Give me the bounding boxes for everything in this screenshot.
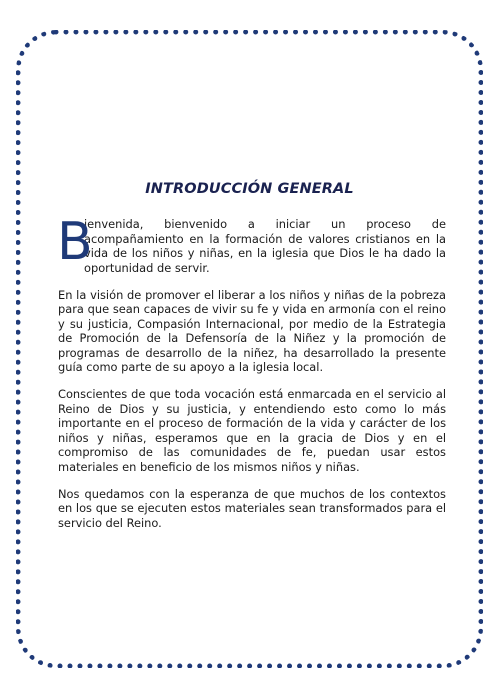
document-body	[57, 212, 446, 530]
paragraph-intro-text: ienvenida, bienvenido a iniciar un proceso de acompañamiento en la formación de valores cristianos en la vida de los niños y niñas, en la iglesia que Dios le ha dado la oportunidad de servir.	[84, 217, 446, 275]
page-title: INTRODUCCIÓN GENERAL	[145, 181, 354, 197]
paragraph-vocation: Conscientes de que toda vocación está enmarcada en el servicio al Reino de Dios y su justicia, y entendiendo esto como lo más importante en el proceso de formación de la vida y carácter de los niños y niñas, esperamos que en la gracia de Dios y en el compromiso de las comunidades de fe, puedan usar estos materiales en beneficio de los mismos niños y niñas.	[58, 387, 446, 474]
paragraph-intro	[57, 212, 446, 275]
paragraph-vision: En la visión de promover el liberar a los niños y niñas de la pobreza para que sean capaces de vivir su fe y vida en armonía con el reino y su justicia, Compasión Internacional, por medio de la Estrategia de Promoción de la Defensoría de la Niñez y la promoción de programas de desarrollo de la niñez, ha desarrollado la presente guía como parte de su apoyo a la iglesia local.	[58, 287, 446, 374]
paragraph-hope: Nos quedamos con la esperanza de que muchos de los contextos en los que se ejecuten estos materiales sean transformados para el servicio del Reino.	[58, 486, 446, 530]
drop-cap: B	[57, 212, 93, 272]
